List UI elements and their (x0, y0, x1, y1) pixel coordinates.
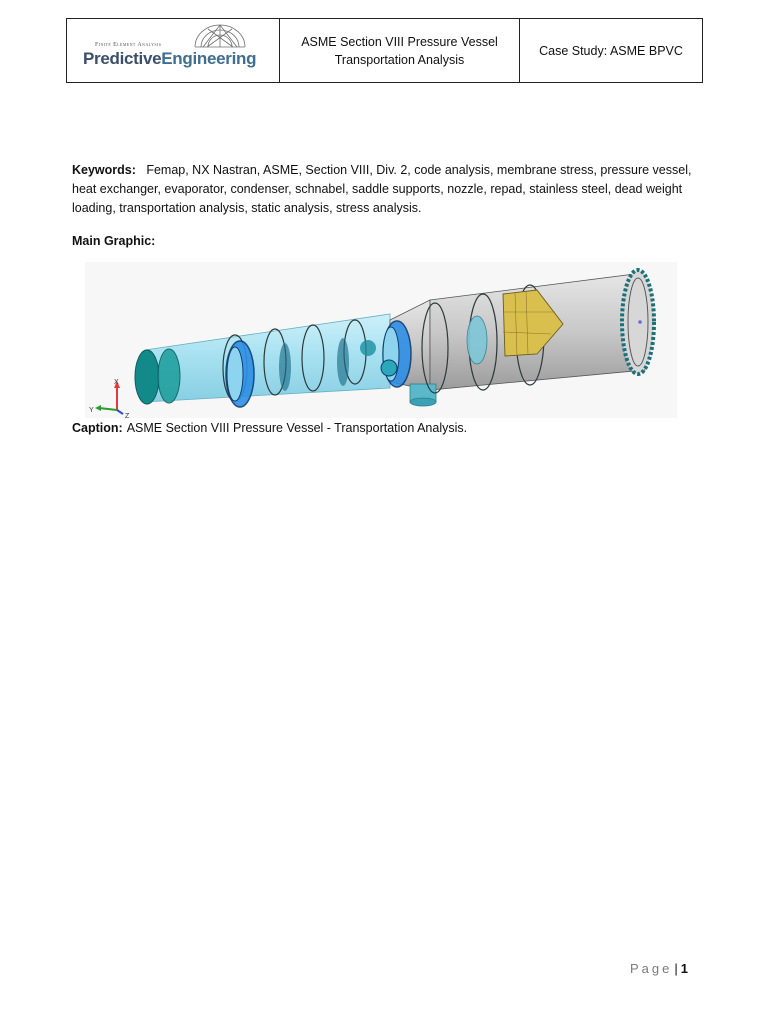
case-study-cell (520, 19, 703, 83)
logo-cell (67, 19, 280, 83)
page-footer (630, 961, 688, 976)
figure-caption (72, 421, 467, 435)
header-table (66, 18, 703, 83)
case-study-label: Case Study: ASME BPVC (539, 43, 683, 58)
title-line-2: Transportation Analysis (334, 52, 465, 67)
keywords-text: Femap, NX Nastran, ASME, Section VIII, Div. 2, code analysis, membrane stress, pressure vessel, heat exchanger, evaporator, condenser, schnabel, saddle supports, nozzle, repad, stainless steel, dead weight loading, transportation analysis, static analysis, stress analysis. (72, 163, 692, 215)
triad-y-label: Y (89, 407, 94, 414)
keywords-paragraph (72, 161, 702, 218)
dome-icon (193, 23, 247, 49)
keywords-label: Keywords: (72, 163, 136, 177)
end-flange (622, 270, 654, 374)
end-cap-2 (158, 349, 180, 403)
main-graphic-label: Main Graphic: (72, 234, 156, 248)
logo-tagline: Finite Element Analysis (95, 42, 162, 48)
pressure-vessel-graphic (85, 262, 677, 418)
triad-z-label: Z (125, 413, 130, 418)
triad-x-label: X (114, 379, 119, 386)
company-logo (67, 19, 279, 82)
end-cap-1 (135, 350, 159, 404)
title-line-1: ASME Section VIII Pressure Vessel (301, 34, 498, 49)
page-number: 1 (680, 961, 688, 976)
caption-text: ASME Section VIII Pressure Vessel - Transportation Analysis. (126, 421, 468, 435)
document-title-cell (280, 19, 520, 83)
page-label: Page (630, 961, 673, 976)
caption-label: Caption: (72, 421, 123, 435)
logo-wordmark (83, 49, 256, 69)
logo-word1: Predictive (83, 49, 162, 68)
logo-word2: Engineering (161, 49, 257, 68)
page-separator: | (674, 961, 678, 976)
